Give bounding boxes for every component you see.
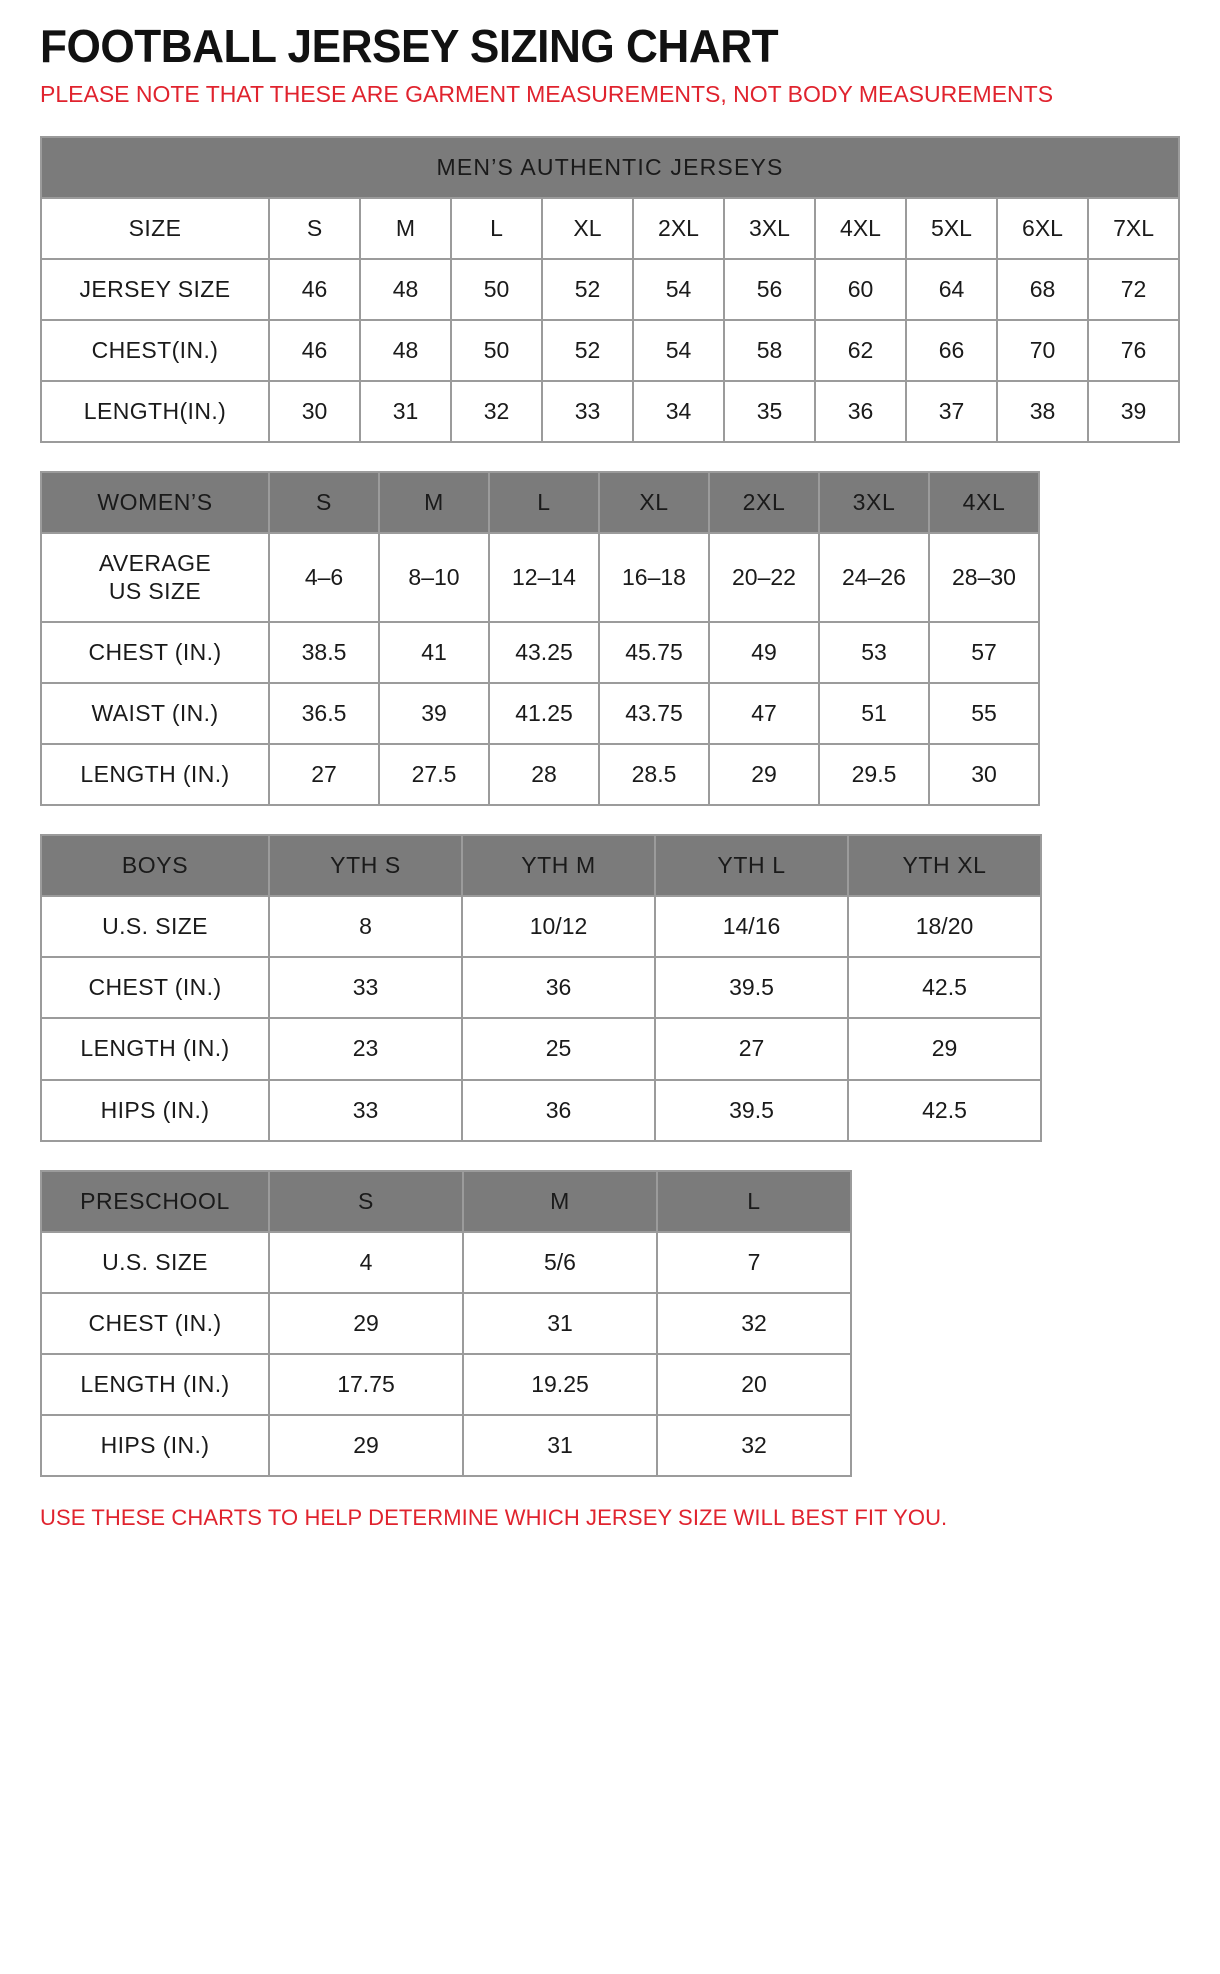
column-header: M [463, 1171, 657, 1232]
row-label: SIZE [41, 198, 269, 259]
cell: 35 [724, 381, 815, 442]
table-row [41, 622, 1039, 683]
row-label: U.S. SIZE [41, 896, 269, 957]
measurement-disclaimer: PLEASE NOTE THAT THESE ARE GARMENT MEASUREMENTS, NOT BODY MEASUREMENTS [40, 81, 1054, 108]
column-header: WOMEN’S [41, 472, 269, 533]
cell: 41.25 [489, 683, 599, 744]
cell: 30 [929, 744, 1039, 805]
cell: 39 [1088, 381, 1179, 442]
cell: 39 [379, 683, 489, 744]
cell: 68 [997, 259, 1088, 320]
row-label: WAIST (IN.) [41, 683, 269, 744]
cell: 4–6 [269, 533, 379, 621]
cell: 14/16 [655, 896, 848, 957]
cell: 20 [657, 1354, 851, 1415]
cell: 62 [815, 320, 906, 381]
cell: 3XL [724, 198, 815, 259]
cell: 54 [633, 320, 724, 381]
cell: 5XL [906, 198, 997, 259]
cell: 42.5 [848, 957, 1041, 1018]
table-row [41, 198, 1179, 259]
row-label: LENGTH(IN.) [41, 381, 269, 442]
column-header: 3XL [819, 472, 929, 533]
cell: 52 [542, 320, 633, 381]
row-label-line-2: US SIZE [108, 577, 202, 604]
cell: 17.75 [269, 1354, 463, 1415]
cell: 28.5 [599, 744, 709, 805]
cell: 5/6 [463, 1232, 657, 1293]
column-header: S [269, 472, 379, 533]
row-label: LENGTH (IN.) [41, 744, 269, 805]
table-row [41, 259, 1179, 320]
cell: 46 [269, 259, 360, 320]
cell: 58 [724, 320, 815, 381]
cell: 8–10 [379, 533, 489, 621]
row-label: CHEST (IN.) [41, 957, 269, 1018]
cell: XL [542, 198, 633, 259]
cell: 28–30 [929, 533, 1039, 621]
column-header: YTH XL [848, 835, 1041, 896]
cell: 20–22 [709, 533, 819, 621]
cell: 46 [269, 320, 360, 381]
row-label: HIPS (IN.) [41, 1080, 269, 1141]
table-row [41, 1415, 851, 1476]
table-row [41, 1232, 851, 1293]
cell: 37 [906, 381, 997, 442]
cell: 50 [451, 320, 542, 381]
cell: 2XL [633, 198, 724, 259]
cell: 52 [542, 259, 633, 320]
mens-sizing-table [40, 136, 1180, 444]
cell: 18/20 [848, 896, 1041, 957]
column-header: YTH L [655, 835, 848, 896]
row-label: LENGTH (IN.) [41, 1354, 269, 1415]
cell: 48 [360, 320, 451, 381]
table-row [41, 1018, 1041, 1079]
cell: 32 [451, 381, 542, 442]
column-header: XL [599, 472, 709, 533]
boys-sizing-table [40, 834, 1042, 1142]
cell: 27.5 [379, 744, 489, 805]
cell: 57 [929, 622, 1039, 683]
cell: 76 [1088, 320, 1179, 381]
table-row [41, 381, 1179, 442]
cell: 56 [724, 259, 815, 320]
cell: 33 [269, 1080, 462, 1141]
page-title: FOOTBALL JERSEY SIZING CHART [40, 20, 779, 72]
table-row [41, 320, 1179, 381]
cell: 72 [1088, 259, 1179, 320]
cell: 66 [906, 320, 997, 381]
cell: 24–26 [819, 533, 929, 621]
cell: 43.25 [489, 622, 599, 683]
row-label: JERSEY SIZE [41, 259, 269, 320]
table-row [41, 533, 1039, 621]
cell: 54 [633, 259, 724, 320]
column-header: L [657, 1171, 851, 1232]
cell: 29 [269, 1415, 463, 1476]
cell: 51 [819, 683, 929, 744]
cell: 16–18 [599, 533, 709, 621]
row-label: CHEST (IN.) [41, 622, 269, 683]
cell: S [269, 198, 360, 259]
cell: 32 [657, 1293, 851, 1354]
womens-sizing-table [40, 471, 1040, 806]
cell: 55 [929, 683, 1039, 744]
preschool-sizing-table [40, 1170, 852, 1478]
cell: 29.5 [819, 744, 929, 805]
cell: 23 [269, 1018, 462, 1079]
cell: 64 [906, 259, 997, 320]
cell: 30 [269, 381, 360, 442]
table-row [41, 957, 1041, 1018]
cell: 25 [462, 1018, 655, 1079]
table-banner-row [41, 137, 1179, 198]
row-label: CHEST(IN.) [41, 320, 269, 381]
cell: 39.5 [655, 1080, 848, 1141]
table-row [41, 744, 1039, 805]
cell: 31 [360, 381, 451, 442]
cell: 19.25 [463, 1354, 657, 1415]
cell: 70 [997, 320, 1088, 381]
cell: 36.5 [269, 683, 379, 744]
table-header-row [41, 1171, 851, 1232]
cell: 50 [451, 259, 542, 320]
row-label [41, 533, 269, 621]
cell: 36 [462, 957, 655, 1018]
row-label: U.S. SIZE [41, 1232, 269, 1293]
table-row [41, 683, 1039, 744]
column-header: S [269, 1171, 463, 1232]
column-header: YTH S [269, 835, 462, 896]
cell: 7XL [1088, 198, 1179, 259]
table-row [41, 896, 1041, 957]
cell: 28 [489, 744, 599, 805]
cell: 42.5 [848, 1080, 1041, 1141]
column-header: BOYS [41, 835, 269, 896]
column-header: 4XL [929, 472, 1039, 533]
cell: 12–14 [489, 533, 599, 621]
cell: 4XL [815, 198, 906, 259]
cell: 49 [709, 622, 819, 683]
table-row [41, 1080, 1041, 1141]
cell: 38.5 [269, 622, 379, 683]
cell: 27 [655, 1018, 848, 1079]
cell: 33 [542, 381, 633, 442]
cell: 38 [997, 381, 1088, 442]
mens-banner: MEN’S AUTHENTIC JERSEYS [41, 137, 1179, 198]
column-header: 2XL [709, 472, 819, 533]
cell: 41 [379, 622, 489, 683]
cell: 8 [269, 896, 462, 957]
cell: 27 [269, 744, 379, 805]
cell: 6XL [997, 198, 1088, 259]
column-header: L [489, 472, 599, 533]
cell: 31 [463, 1293, 657, 1354]
table-row [41, 1293, 851, 1354]
cell: 33 [269, 957, 462, 1018]
cell: L [451, 198, 542, 259]
table-header-row [41, 835, 1041, 896]
cell: M [360, 198, 451, 259]
row-label: CHEST (IN.) [41, 1293, 269, 1354]
cell: 29 [848, 1018, 1041, 1079]
cell: 29 [709, 744, 819, 805]
cell: 7 [657, 1232, 851, 1293]
column-header: YTH M [462, 835, 655, 896]
cell: 34 [633, 381, 724, 442]
cell: 32 [657, 1415, 851, 1476]
table-row [41, 1354, 851, 1415]
cell: 60 [815, 259, 906, 320]
cell: 48 [360, 259, 451, 320]
table-header-row [41, 472, 1039, 533]
column-header: M [379, 472, 489, 533]
cell: 29 [269, 1293, 463, 1354]
cell: 45.75 [599, 622, 709, 683]
cell: 53 [819, 622, 929, 683]
cell: 10/12 [462, 896, 655, 957]
footer-note: USE THESE CHARTS TO HELP DETERMINE WHICH JERSEY SIZE WILL BEST FIT YOU. [40, 1505, 948, 1531]
row-label: HIPS (IN.) [41, 1415, 269, 1476]
cell: 36 [815, 381, 906, 442]
cell: 31 [463, 1415, 657, 1476]
row-label-line-1: AVERAGE [98, 550, 212, 577]
row-label: LENGTH (IN.) [41, 1018, 269, 1079]
cell: 43.75 [599, 683, 709, 744]
cell: 39.5 [655, 957, 848, 1018]
cell: 36 [462, 1080, 655, 1141]
cell: 4 [269, 1232, 463, 1293]
column-header: PRESCHOOL [41, 1171, 269, 1232]
cell: 47 [709, 683, 819, 744]
